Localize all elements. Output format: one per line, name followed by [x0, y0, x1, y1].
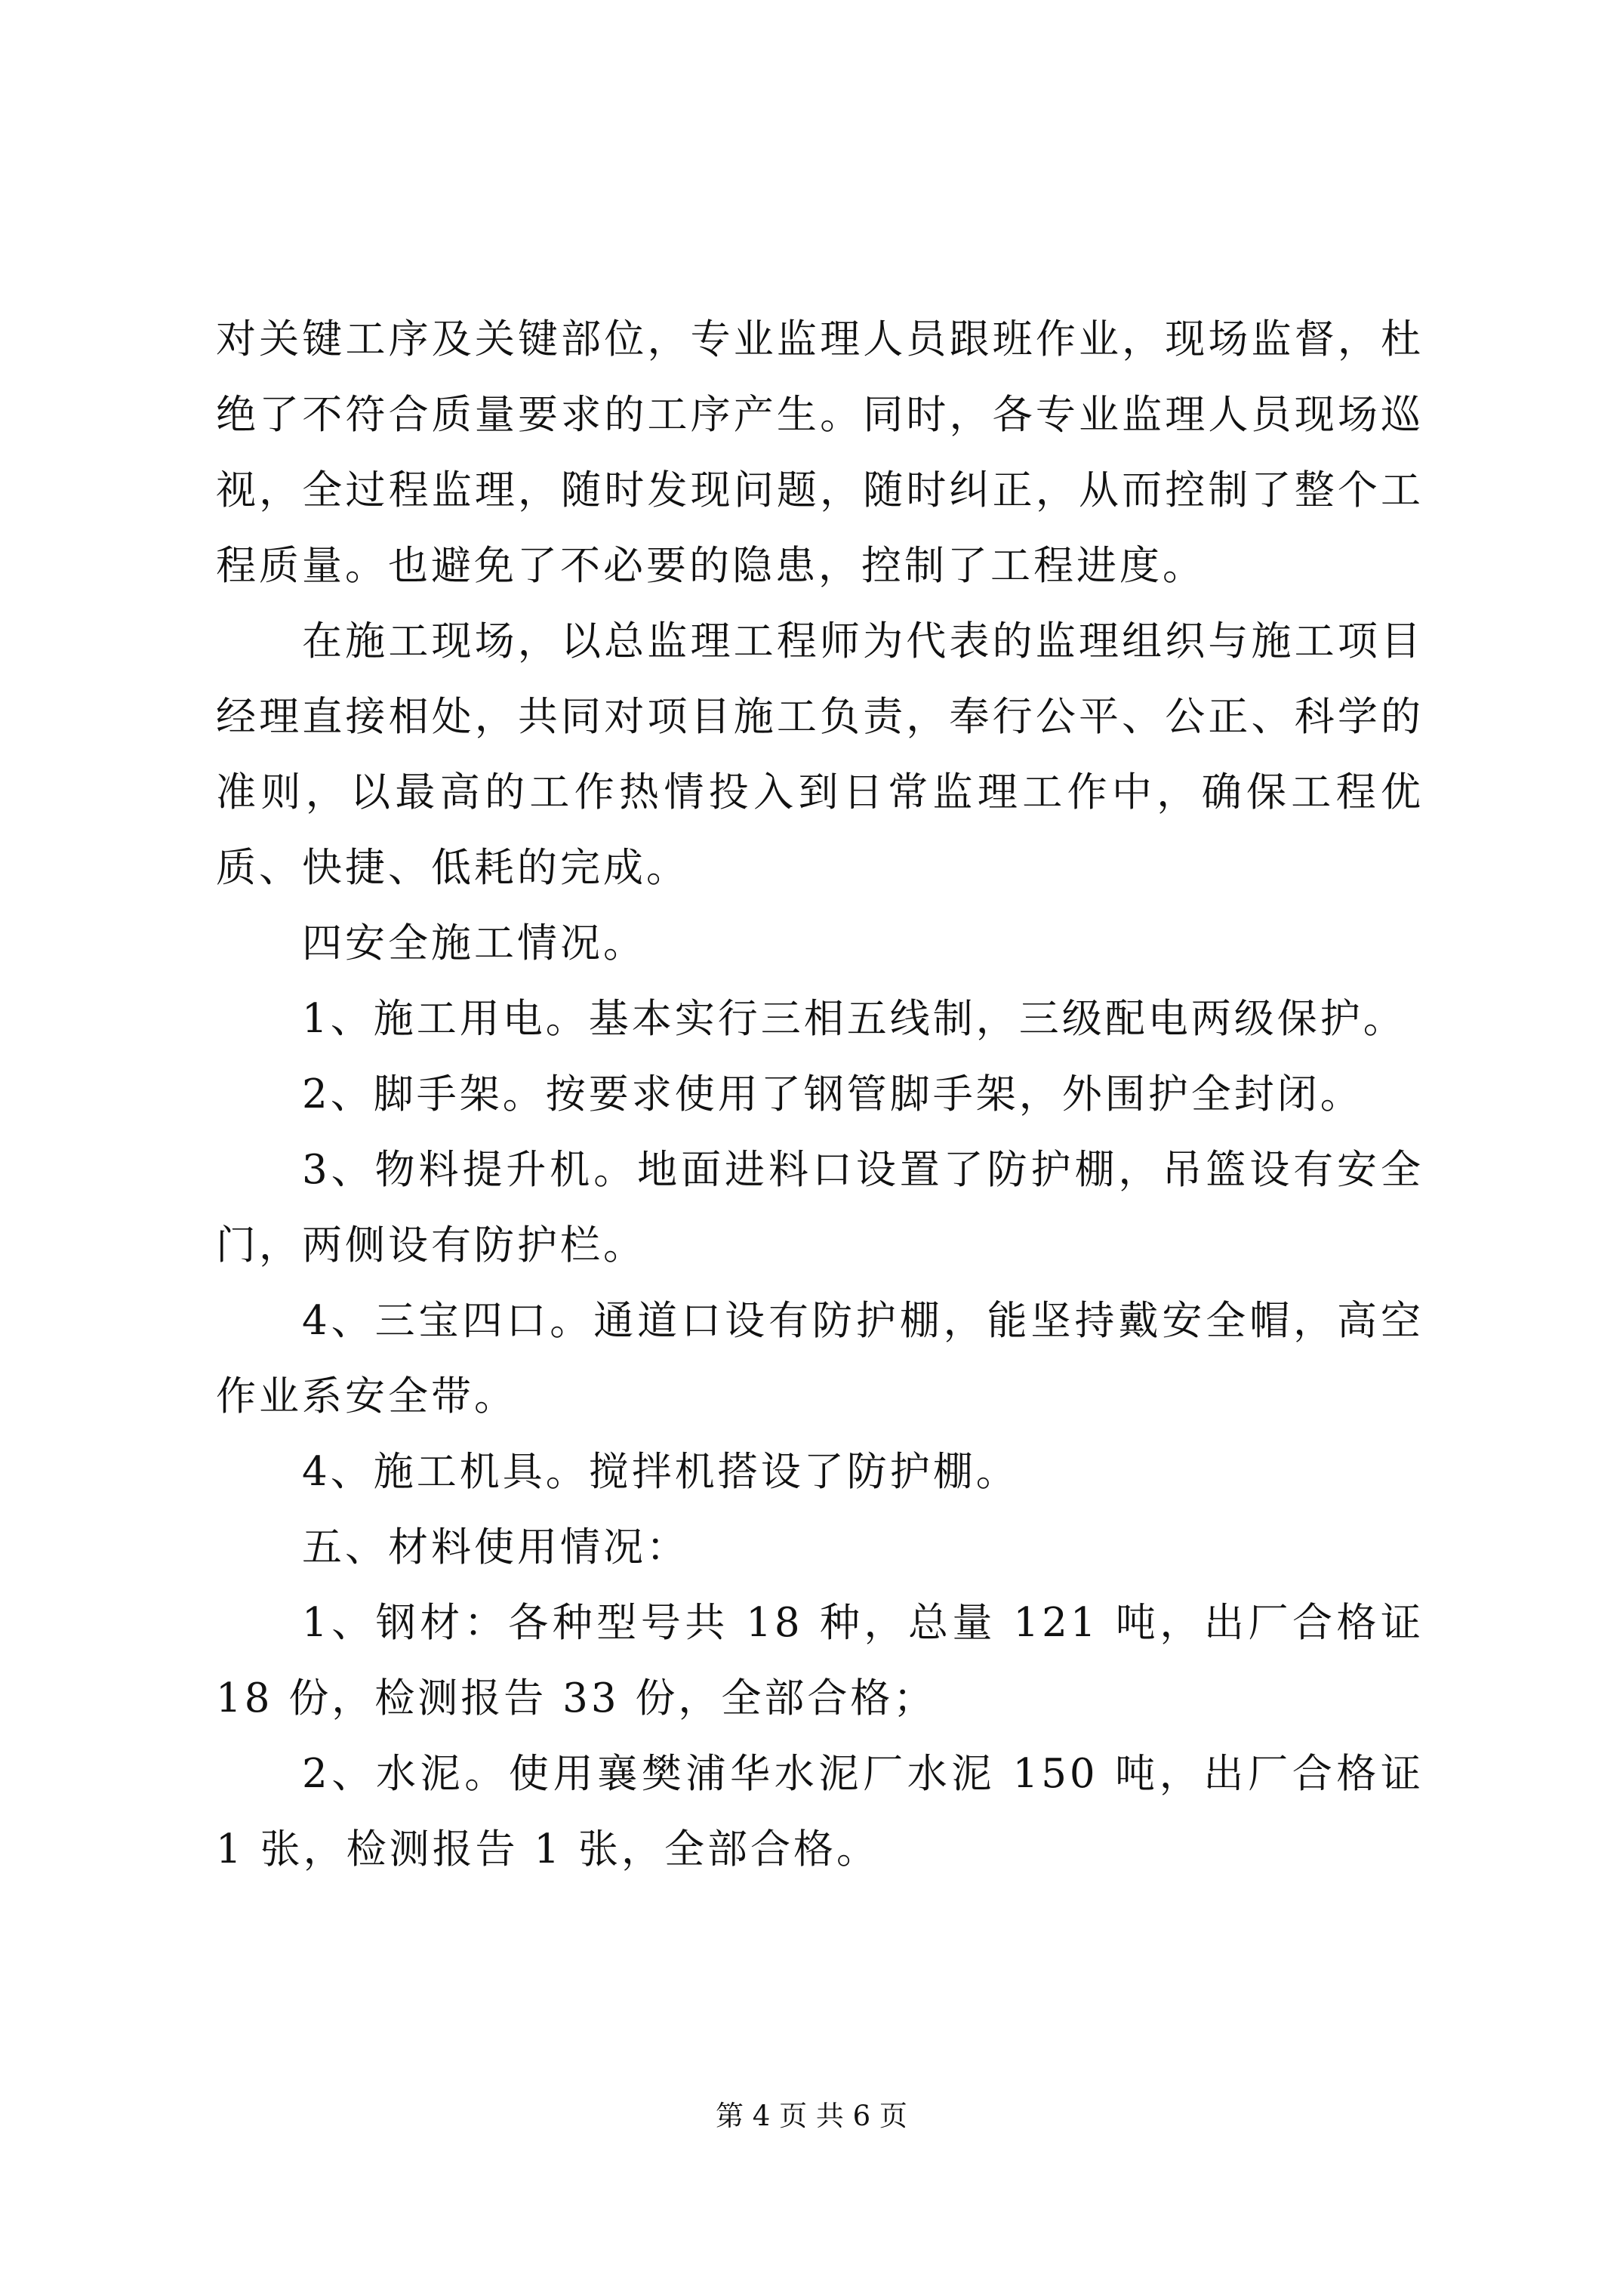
section-heading-safety: 四安全施工情况。	[302, 920, 646, 966]
list-item-machinery: 4、施工机具。搅拌机搭设了防护棚。	[302, 1449, 1019, 1495]
section-heading-materials: 五、材料使用情况：	[302, 1524, 689, 1570]
document-body	[216, 302, 1424, 1888]
paragraph-site-supervision: 在施工现场，以总监理工程师为代表的监理组织与施工项目经理直接相处，共同对项目施工负责，奉行公平、公正、科学的准则，以最高的工作热情投入到日常监理工作中，确保工程优质、快捷、低耗的完成。	[216, 618, 1424, 891]
list-item-electricity: 1、施工用电。基本实行三相五线制，三级配电两级保护。	[302, 996, 1406, 1042]
list-item-hoist: 3、物料提升机。地面进料口设置了防护棚，吊篮设有安全门，两侧设有防护栏。	[216, 1147, 1424, 1268]
list-item-safety-gear: 4、三宝四口。通道口设有防护棚，能坚持戴安全帽，高空作业系安全带。	[216, 1298, 1424, 1419]
page-number-footer: 第 4 页 共 6 页	[716, 2100, 907, 2132]
list-item-scaffolding: 2、脚手架。按要求使用了钢管脚手架，外围护全封闭。	[302, 1071, 1363, 1117]
paragraph-quality-control: 对关键工序及关键部位，专业监理人员跟班作业，现场监督，杜绝了不符合质量要求的工序产生。同时，各专业监理人员现场巡视，全过程监理，随时发现问题，随时纠正，从而控制了整个工程质量。也避免了不必要的隐患，控制了工程进度。	[216, 316, 1424, 589]
list-item-steel: 1、钢材：各种型号共 18 种，总量 121 吨，出厂合格证 18 份，检测报告 33 份，全部合格；	[216, 1600, 1424, 1721]
list-item-cement: 2、水泥。使用襄樊浦华水泥厂水泥 150 吨，出厂合格证 1 张，检测报告 1 张，全部合格。	[216, 1751, 1424, 1872]
